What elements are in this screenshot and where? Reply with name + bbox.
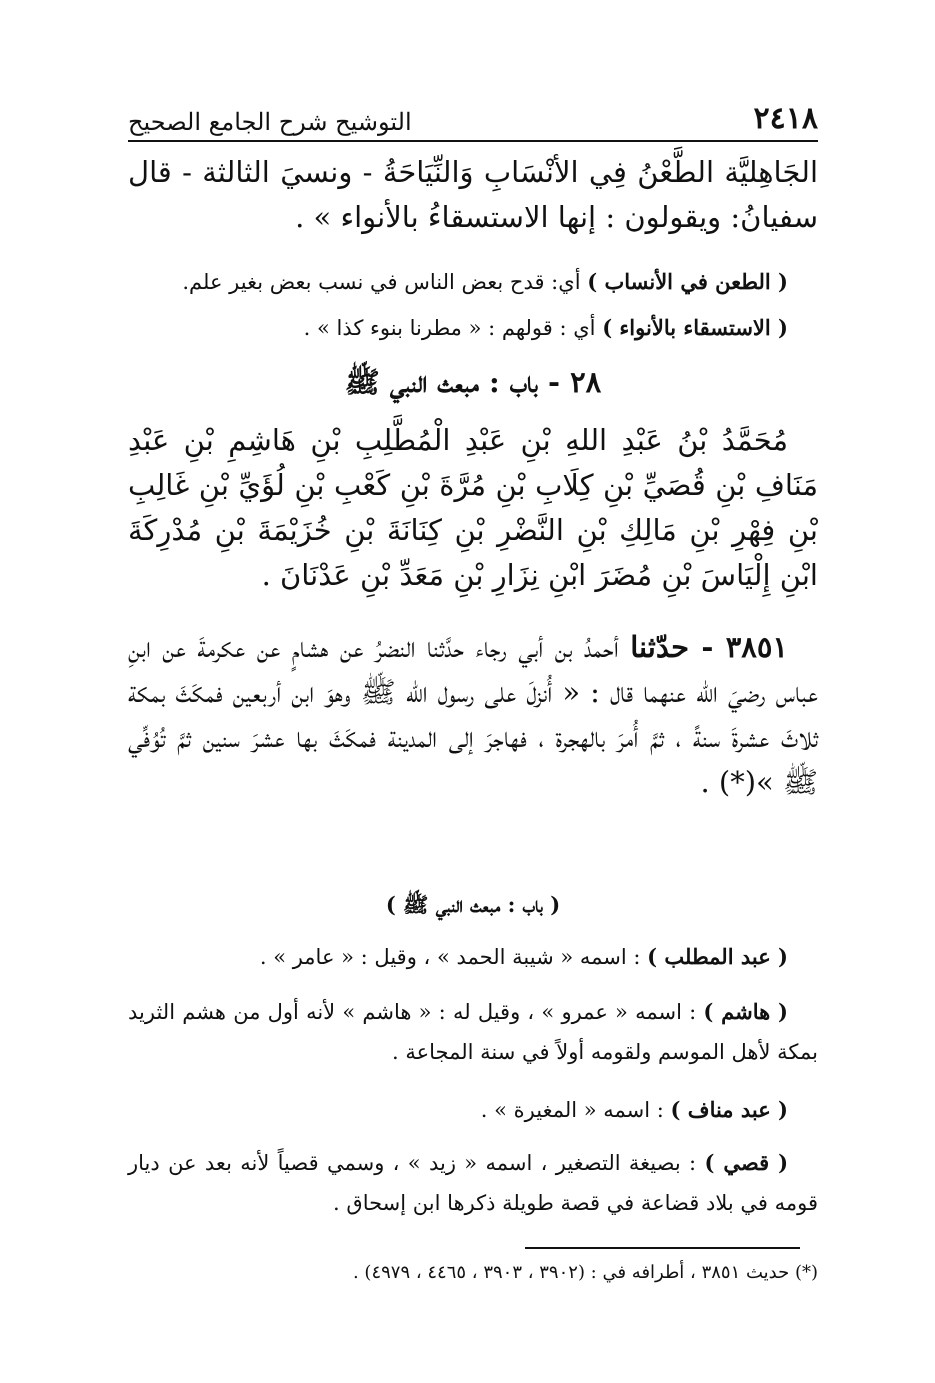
commentary-text: أي: قدح بعض الناس في نسب بعض بغير علم. <box>182 270 588 294</box>
note-qusayy <box>128 1143 818 1223</box>
book-title: التوشيح شرح الجامع الصحيح <box>128 108 412 136</box>
footnote-rule <box>525 1247 800 1249</box>
hadith-3851 <box>128 625 818 805</box>
hadith-intro: الجَاهِليَّة الطَّعْنُ فِي الأنْسَابِ وَالنِّيَاحَةُ - ونسيَ الثالثة - قال سفيانُ: ويقولون : إنها الاستسقاءُ بالأنواء » . <box>128 155 818 234</box>
page-header <box>128 92 818 136</box>
commentary-istisqa <box>128 308 818 348</box>
note-abd-manaf <box>128 1090 818 1130</box>
note-term: ( عبد المطلب ) <box>647 944 788 969</box>
commentary-text: أي : قولهم : « مطرنا بنوء كذا » . <box>303 316 603 340</box>
sub-heading: ( باب : مبعث النبي ﷺ ) <box>385 892 561 917</box>
hadith-number: ٣٨٥١ - حدّثنا <box>630 630 788 664</box>
note-hashim <box>128 992 818 1072</box>
note-text: : بصيغة التصغير ، اسمه « زيد » ، وسمي قصياً لأنه بعد عن ديار قومه في بلاد قضاعة في قصة طويلة ذكرها ابن إسحاق . <box>128 1151 818 1215</box>
note-text: : اسمه « شيبة الحمد » ، وقيل : « عامر » . <box>259 945 648 969</box>
header-rule <box>128 140 818 142</box>
note-term: ( قصي ) <box>704 1150 789 1175</box>
commentary-term: ( الطعن في الأنساب ) <box>587 269 788 294</box>
note-abd-al-muttalib <box>128 937 818 977</box>
prophet-lineage: مُحَمَّدُ بْنُ عَبْدِ اللهِ بْنِ عَبْدِ الْمُطَّلِبِ بْنِ هَاشِمِ بْنِ عَبْدِ مَنَافِ بْنِ قُصَيِّ بْنِ كِلَابِ بْنِ مُرَّةَ بْنِ كَعْبِ بْنِ لُؤَيِّ بْنِ غَالِبِ بْنِ فِهْرِ بْنِ مَالِكِ بْنِ النَّضْرِ بْنِ كِنَانَةَ بْنِ خُزَيْمَةَ بْنِ مُدْرِكَةَ ابْنِ إِلْيَاسَ بْنِ مُضَرَ ابْنِ نِزَارِ بْنِ مَعَدِّ بْنِ عَدْنَانَ . <box>128 423 818 592</box>
note-text: : اسمه « عمرو » ، وقيل له : « هاشم » لأنه أول من هشم الثريد بمكة لأهل الموسم ولقومه أولاً في سنة المجاعة . <box>128 1000 818 1064</box>
note-term: ( هاشم ) <box>703 999 788 1024</box>
page-number: ٢٤١٨ <box>753 101 818 136</box>
chapter-heading: ٢٨ - باب : مبعث النبي ﷺ <box>344 365 602 399</box>
commentary-ta-n <box>128 262 818 302</box>
commentary-term: ( الاستسقاء بالأنواء ) <box>602 315 788 340</box>
note-term: ( عبد مناف ) <box>670 1097 788 1122</box>
note-text: : اسمه « المغيرة » . <box>480 1098 671 1122</box>
footnote: (*) حديث ٣٨٥١ ، أطرافه في : (٣٩٠٢ ، ٣٩٠٣ ، ٤٤٦٥ ، ٤٩٧٩) . <box>352 1262 818 1283</box>
hadith-text: أحمدُ بن أبي رجاء حدَّثنا النضرُ عن هشامٍ عن عكرمةَ عن ابنِ عباس رضيَ الله عنهما قال : « أُنزلَ على رسول الله ﷺ وهوَ ابن أربعين فمكَثَ بمكة ثلاثَ عشرةَ سنةً ، ثمَّ أُمرَ بالهجرة ، فهاجرَ إلى المدينة فمكَثَ بها عشرَ سنين ثمَّ تُوُفِّي ﷺ »(*) . <box>128 630 818 799</box>
